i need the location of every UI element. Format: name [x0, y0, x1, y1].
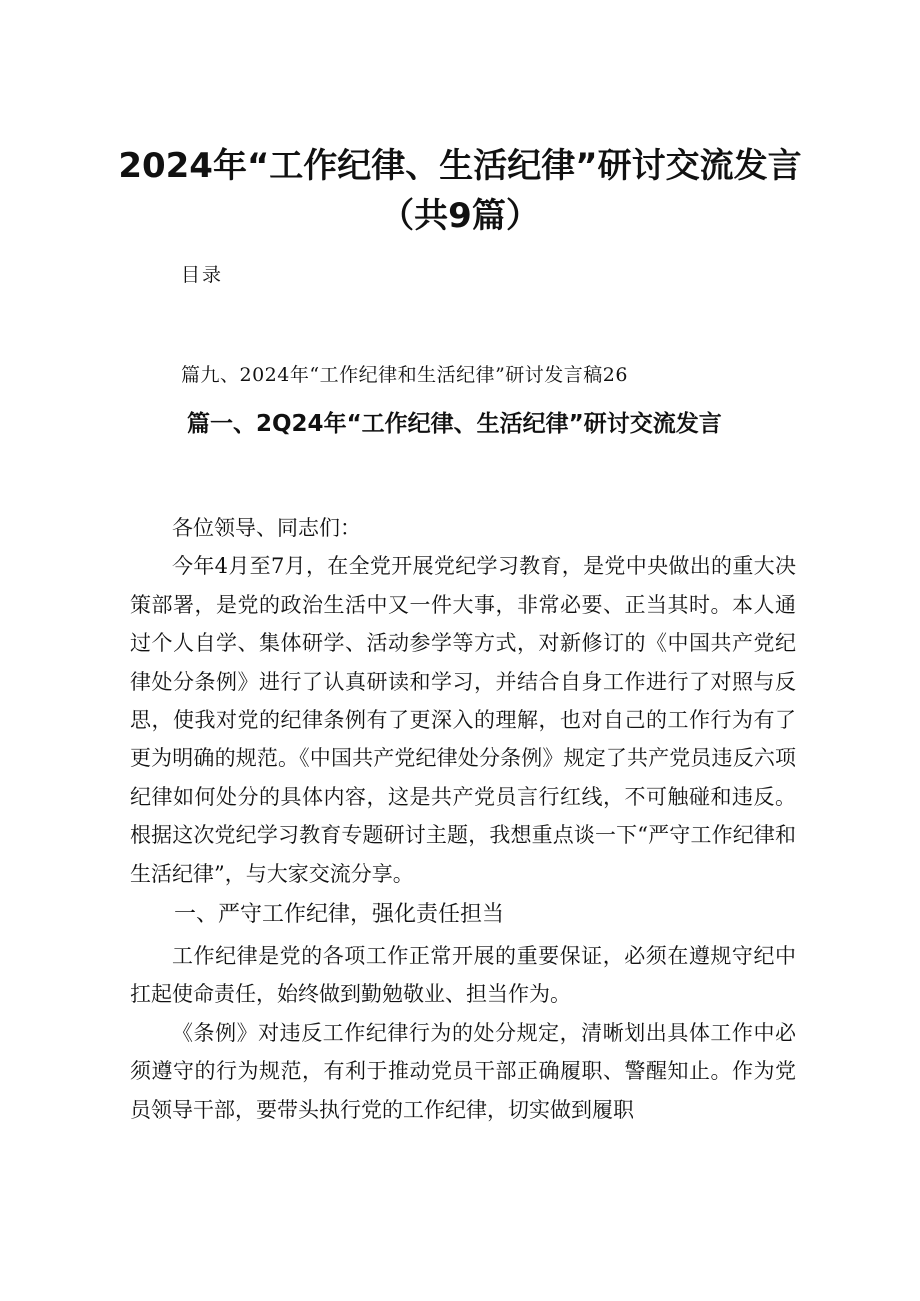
document-body — [130, 509, 796, 1129]
salutation: 各位领导、同志们： — [172, 516, 361, 540]
paragraph: 《条例》对违反工作纪律行为的处分规定，清晰划出具体工作中必须遵守的行为规范，有利于推动党员干部正确履职、警醒知止。作为党员领导干部，要带头执行党的工作纪律，切实做到履职 — [130, 1020, 796, 1122]
document-title: 2024年“工作纪律、生活纪律”研讨交流发言 — [118, 146, 802, 186]
toc-label: 目录 — [181, 264, 224, 286]
paragraph: 工作纪律是党的各项工作正常开展的重要保证，必须在遵规守纪中扛起使命责任，始终做到勤勉敬业、担当作为。 — [130, 944, 796, 1007]
paragraph: 今年4月至7月，在全党开展党纪学习教育，是党中央做出的重大决策部署，是党的政治生活中又一件大事，非常必要、正当其时。本人通过个人自学、集体研学、活动参学等方式，对新修订的《中国共产党纪律处分条例》进行了认真研读和学习，并结合自身工作进行了对照与反思，使我对党的纪律条例有了更深入的理解，也对自己的工作行为有了更为明确的规范。《中国共产党纪律处分条例》规定了共产党员违反六项纪律如何处分的具体内容，这是共产党员言行红线，不可触碰和违反。根据这次党纪学习教育专题研讨主题，我想重点谈一下“严守工作纪律和生活纪律”，与大家交流分享。 — [130, 554, 796, 886]
subheading: 一、严守工作纪律，强化责任担当 — [174, 902, 505, 928]
document-title-count: （共9篇） — [380, 196, 540, 236]
toc-entry[interactable]: 篇九、2024年“工作纪律和生活纪律”研讨发言稿26 — [181, 364, 628, 386]
section-heading: 篇一、2Q24年“工作纪律、生活纪律”研讨交流发言 — [187, 411, 722, 437]
